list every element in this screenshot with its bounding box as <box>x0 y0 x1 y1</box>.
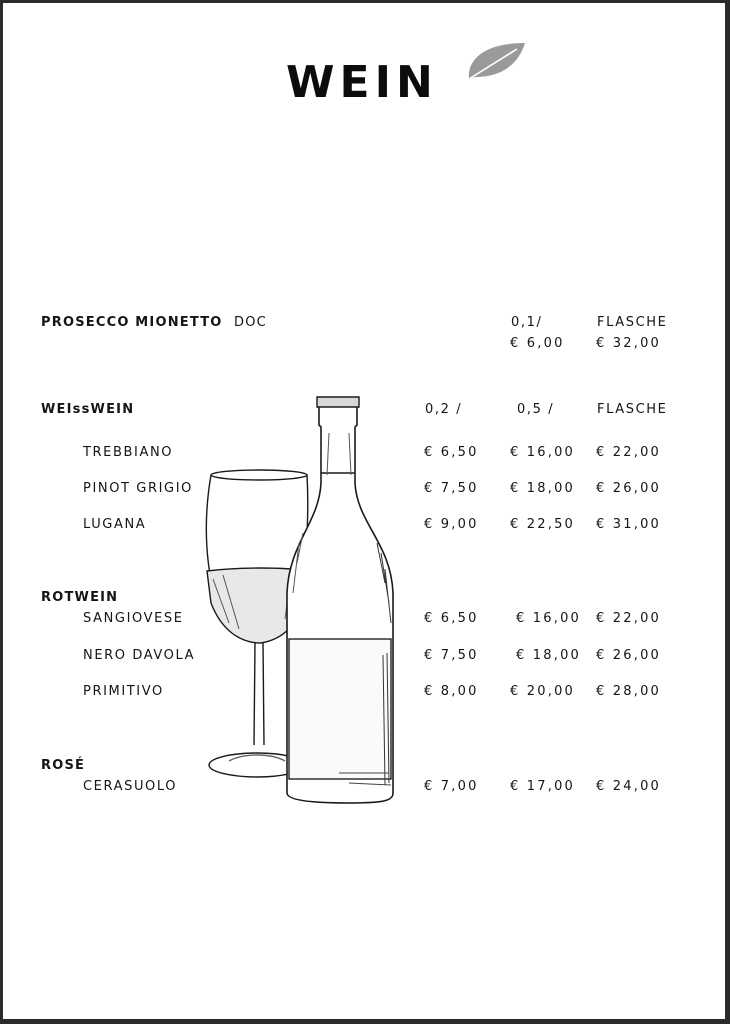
wine-name: CERASUOLO <box>83 779 178 794</box>
wine-name: SANGIOVESE <box>83 611 184 626</box>
wine-price-05: € 16,00 <box>516 611 582 626</box>
wine-name: LUGANA <box>83 517 147 532</box>
wine-name: PINOT GRIGIO <box>83 481 193 496</box>
weisswein-header-05: 0,5 / <box>517 402 555 417</box>
wine-price-bottle: € 26,00 <box>596 481 662 496</box>
prosecco-price-bottle: € 32,00 <box>596 336 662 351</box>
wine-price-bottle: € 24,00 <box>596 779 662 794</box>
wine-price-02: € 7,00 <box>424 779 479 794</box>
wine-price-02: € 6,50 <box>424 445 479 460</box>
prosecco-suffix: DOC <box>234 315 267 330</box>
weisswein-header-02: 0,2 / <box>425 402 463 417</box>
wine-price-02: € 8,00 <box>424 684 479 699</box>
wine-price-05: € 18,00 <box>510 481 576 496</box>
wine-price-02: € 7,50 <box>424 481 479 496</box>
wine-price-bottle: € 31,00 <box>596 517 662 532</box>
wine-price-bottle: € 22,00 <box>596 611 662 626</box>
page-title: WEIN <box>286 57 438 108</box>
leaf-icon <box>463 39 527 83</box>
wine-price-bottle: € 28,00 <box>596 684 662 699</box>
wine-name: PRIMITIVO <box>83 684 164 699</box>
prosecco-header-bottle: FLASCHE <box>597 315 668 330</box>
wine-price-bottle: € 26,00 <box>596 648 662 663</box>
section-heading-weisswein: WEIssWEIN <box>41 402 135 417</box>
section-heading-rotwein: ROTWEIN <box>41 590 119 605</box>
wine-price-05: € 17,00 <box>510 779 576 794</box>
prosecco-header-glass: 0,1/ <box>511 315 543 330</box>
wine-price-02: € 6,50 <box>424 611 479 626</box>
menu-page <box>3 3 725 1019</box>
wine-price-02: € 7,50 <box>424 648 479 663</box>
prosecco-name: PROSECCO MIONETTO <box>41 315 223 330</box>
wine-name: NERO DAVOLA <box>83 648 196 663</box>
wine-name: TREBBIANO <box>83 445 174 460</box>
section-heading-rose: ROSÉ <box>41 758 86 773</box>
prosecco-price-glass: € 6,00 <box>510 336 565 351</box>
wine-price-05: € 16,00 <box>510 445 576 460</box>
wine-price-05: € 18,00 <box>516 648 582 663</box>
wine-price-05: € 22,50 <box>510 517 576 532</box>
wine-price-bottle: € 22,00 <box>596 445 662 460</box>
wine-bottle-and-glass <box>199 393 399 808</box>
wine-price-05: € 20,00 <box>510 684 576 699</box>
wine-price-02: € 9,00 <box>424 517 479 532</box>
weisswein-header-flasche: FLASCHE <box>597 402 668 417</box>
